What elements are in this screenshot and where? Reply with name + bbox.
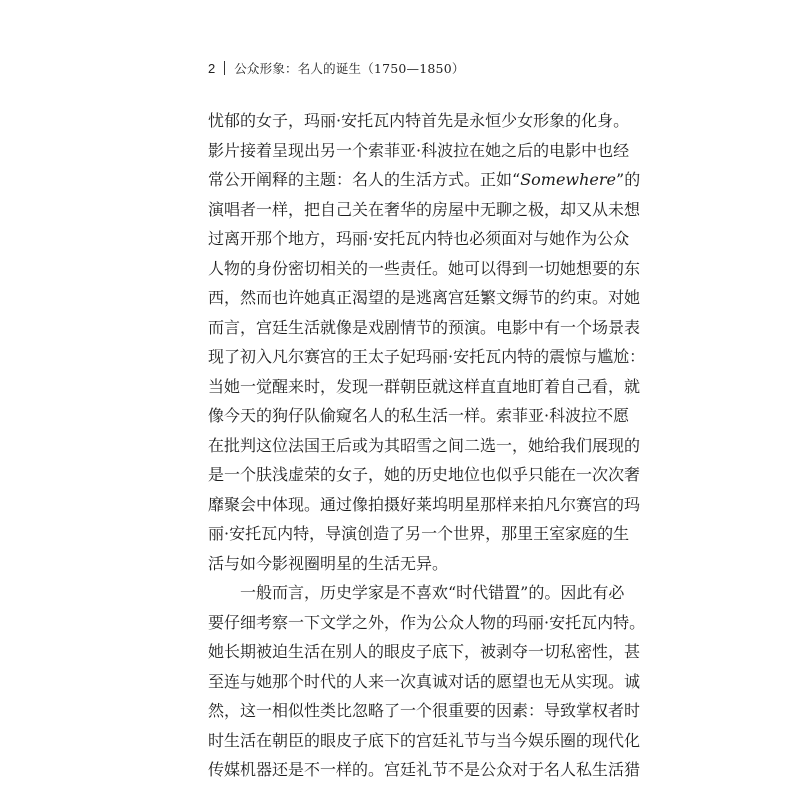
text-line: 然，这一相似性类比忽略了一个很重要的因素：导致掌权者时	[208, 701, 641, 720]
text-line: 在批判这位法国王后或为其昭雪之间二选一，她给我们展现的	[208, 435, 641, 455]
text-line: 当她一觉醒来时，发现一群朝臣就这样直直地盯着自己看，就	[208, 376, 641, 396]
text-line: 一般而言，历史学家是不喜欢“时代错置”的。因此有必	[240, 583, 625, 602]
text-line: 忧郁的女子，玛丽·安托瓦内特首先是永恒少女形象的化身。	[208, 111, 630, 130]
running-title: 公众形象：名人的诞生（1750—1850）	[234, 61, 465, 76]
text-line: 常公开阐释的主题：名人的生活方式。正如“Somewhere”的	[208, 170, 641, 189]
text-line: 活与如今影视圈明星的生活无异。	[208, 553, 449, 573]
text-line: 过离开那个地方，玛丽·安托瓦内特也必须面对与她作为公众	[208, 229, 630, 248]
text-line: 演唱者一样，把自己关在奢华的房屋中无聊之极，却又从未想	[208, 199, 641, 219]
header-divider	[224, 61, 225, 75]
running-header	[208, 59, 465, 77]
text-line: 至连与她那个时代的人来一次真诚对话的愿望也无从实现。诚	[208, 671, 641, 691]
text-line: 传媒机器还是不一样的。宫廷礼节不是公众对于名人私生活猎	[208, 760, 641, 779]
text-line: 她长期被迫生活在别人的眼皮子底下，被剥夺一切私密性，甚	[208, 642, 641, 661]
text-line: 要仔细考察一下文学之外，作为公众人物的玛丽·安托瓦内特。	[208, 612, 646, 632]
text-line: 像今天的狗仔队偷窥名人的私生活一样。索菲亚·科波拉不愿	[208, 406, 630, 425]
text-line: 是一个肤浅虚荣的女子，她的历史地位也似乎只能在一次次奢	[208, 465, 641, 484]
text-line: 现了初入凡尔赛宫的王太子妃玛丽·安托瓦内特的震惊与尴尬：	[208, 347, 646, 366]
text-line: 而言，宫廷生活就像是戏剧情节的预演。电影中有一个场景表	[208, 317, 641, 337]
text-line: 影片接着呈现出另一个索菲亚·科波拉在她之后的电影中也经	[208, 140, 630, 160]
text-line: 丽·安托瓦内特，导演创造了另一个世界，那里王室家庭的生	[208, 524, 630, 543]
text-line: 靡聚会中体现。通过像拍摄好莱坞明星那样来拍凡尔赛宫的玛	[208, 494, 641, 514]
text-line: 时生活在朝臣的眼皮子底下的宫廷礼节与当今娱乐圈的现代化	[208, 730, 641, 750]
text-line: 西，然而也许她真正渴望的是逃离宫廷繁文缛节的约束。对她	[208, 288, 641, 307]
body-text	[208, 106, 646, 785]
text-line: 人物的身份密切相关的一些责任。她可以得到一切她想要的东	[208, 258, 641, 278]
page-number: 2	[208, 60, 216, 76]
